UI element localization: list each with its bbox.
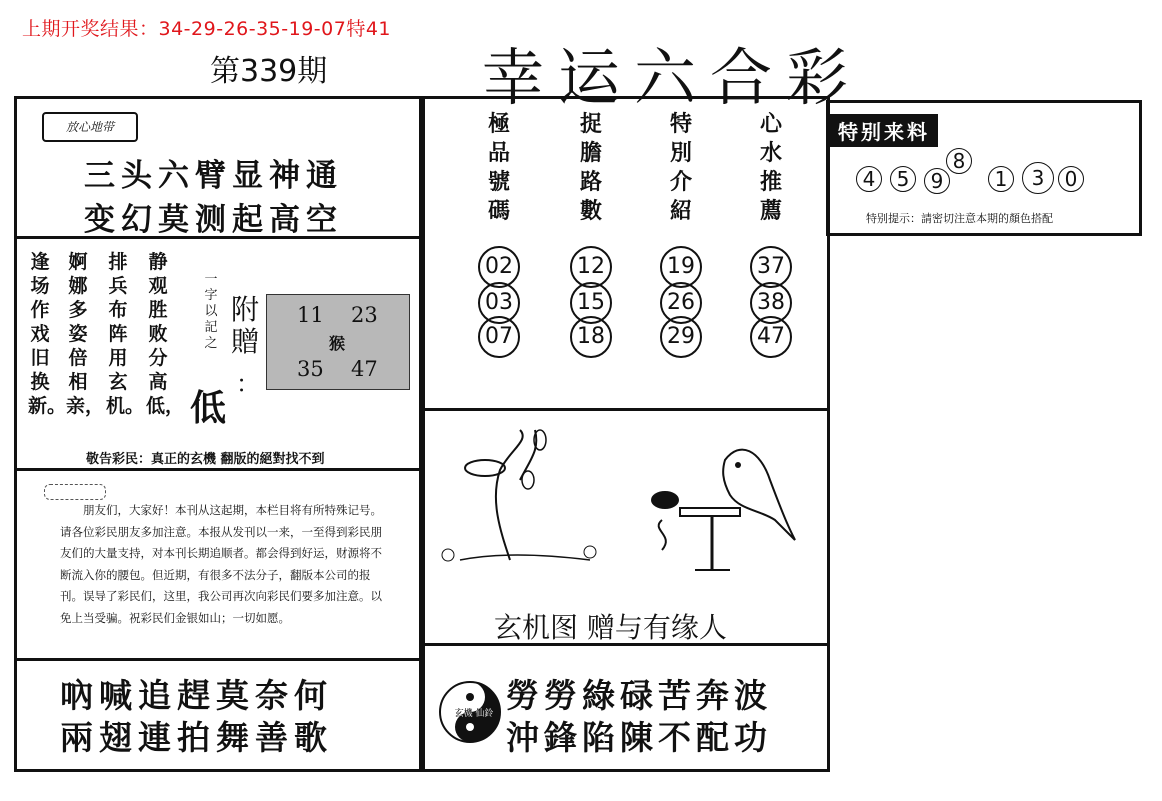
letter-badge [44,484,106,500]
number-ball: 18 [570,316,612,358]
side-note: 一字以記之 [204,272,218,351]
divider [422,408,828,411]
number-ball: 15 [570,282,612,324]
column-header: 心水推薦 [759,111,782,224]
special-hint: 特别提示：請密切注意本期的顏色搭配 [866,212,1053,225]
issue-number: 第339期 [210,54,328,89]
number-ball: 07 [478,316,520,358]
special-number: 1 [988,166,1014,192]
gift-zodiac: 猴 [329,334,346,353]
special-number: 0 [1058,166,1084,192]
poem-column: 排兵布阵用玄机。 [106,251,145,417]
number-ball: 38 [750,282,792,324]
gift-number: 23 [351,303,378,327]
gift-box [266,294,410,390]
special-number: 9 [924,168,950,194]
number-ball: 02 [478,246,520,288]
hint-character: 低 [190,387,227,429]
column-header: 極品號碼 [487,111,510,224]
column-header: 特別介紹 [669,111,692,224]
poem-column: 逢场作戏旧换新。 [28,251,67,417]
gift-number: 11 [297,303,324,327]
last-result: 上期开奖结果：34-29-26-35-19-07特41 [22,18,392,40]
special-number: 3 [1022,162,1054,194]
number-ball: 37 [750,246,792,288]
colon: ： [236,370,260,398]
slogan-line-1: 三头六臂显神通 [84,158,343,194]
bottom-center-line-2: 沖鋒陷陳不配功 [506,718,772,757]
number-ball: 12 [570,246,612,288]
divider [14,468,420,471]
puzzle-illustration [440,420,810,600]
yin-yang-label: 玄機 仙鈴 [454,709,494,719]
poem-column: 静观胜败分高低， [146,251,185,417]
number-ball: 19 [660,246,702,288]
letter-text: 朋友们，大家好！本刊从这起期，本栏目将有所特殊记号。请各位彩民朋友多加注意。本报从发刊以一来，一至得到彩民朋友们的大量支持，对本刊长期追顺者。都会得到好运，财源将不断流入你的腰包。但近期，有很多不法分子，翻版本公司的报刊。误导了彩民们，这里，我公司再次向彩民们要多加注意。以免上当受骗。祝彩民们金银如山；一切如愿。 [60,503,382,625]
tag-label: 放心地带 [42,112,138,142]
page-title: 幸运六合彩 [482,41,863,114]
slogan-line-2: 变幻莫测起高空 [84,202,343,238]
bottom-left-line-2: 兩翅連拍舞善歌 [60,718,333,757]
bottom-center-line-1: 勞勞綠碌苦奔波 [506,676,772,715]
divider [14,658,420,661]
special-number: 5 [890,166,916,192]
illustration-caption: 玄机图 赠与有缘人 [494,611,727,644]
number-ball: 29 [660,316,702,358]
poem-column: 婀娜多姿倍相亲， [66,251,105,417]
number-ball: 47 [750,316,792,358]
special-header: 特别来料 [830,114,938,147]
gift-number: 47 [351,357,378,381]
column-header: 捉膽路數 [579,111,602,224]
number-ball: 03 [478,282,520,324]
number-ball: 26 [660,282,702,324]
warning-text: 敬告彩民：真正的玄機 翻版的絕對找不到 [86,452,325,467]
fuzeng-label: 附贈 [230,293,259,358]
special-number: 4 [856,166,882,192]
gift-number: 35 [297,357,324,381]
bottom-left-line-1: 吶喊追趕莫奈何 [60,676,333,715]
special-number: 8 [946,148,972,174]
